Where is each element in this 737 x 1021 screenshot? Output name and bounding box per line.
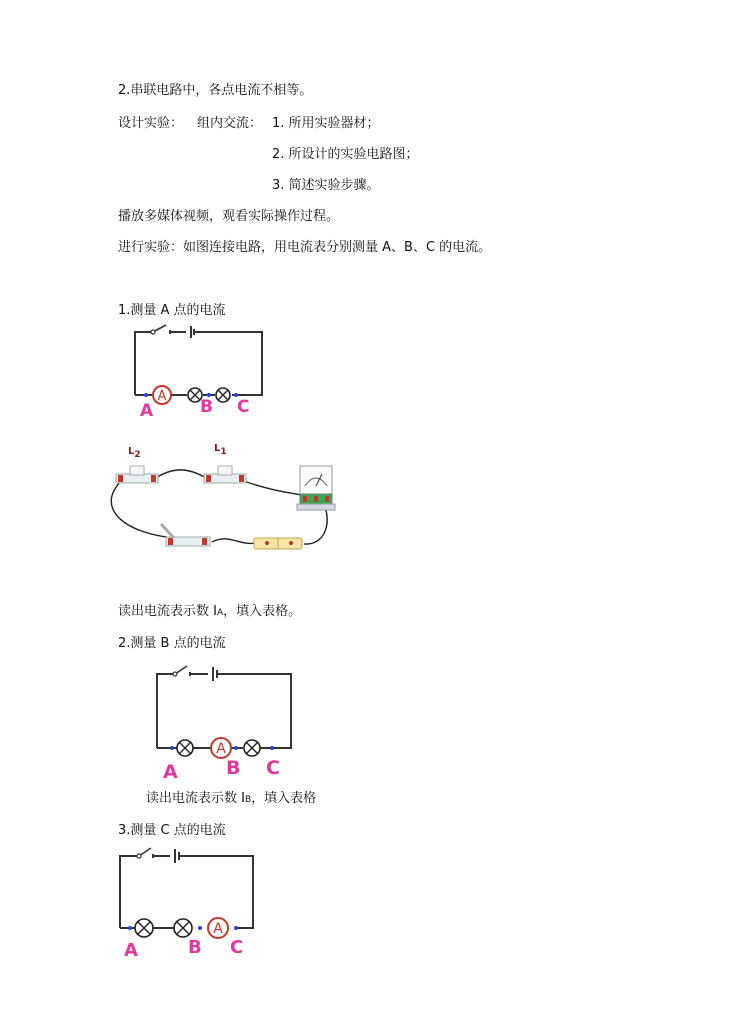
lamp-icon [135,919,153,937]
point-label-c: C [266,757,280,779]
point-label-a: A [124,940,138,961]
lamp-l1-icon [204,466,246,483]
circuit-diagram-c [112,846,262,962]
point-label-b: B [188,937,202,958]
lamp-icon [174,919,192,937]
node-a [170,746,174,750]
ammeter-device-icon [297,466,335,510]
switch-icon [161,524,210,546]
point-label-a: A [163,761,178,782]
design-item-1: 1. 所用实验器材； [272,116,380,131]
step2-title: 2.测量 B 点的电流 [118,636,226,651]
lamp-icon [177,740,193,756]
point-label-b: B [200,397,213,417]
design-label: 设计实验： [118,116,184,131]
ammeter-label: A [157,389,167,404]
procedure-line: 进行实验：如图连接电路，用电流表分别测量 A、B、C 的电流。 [118,240,492,255]
ammeter-label: A [216,741,226,757]
design-item-2: 2. 所设计的实验电路图； [272,147,419,162]
step3-title: 3.测量 C 点的电流 [118,823,226,838]
read-ia-line: 读出电流表示数 IA，填入表格。 [118,604,302,619]
circuit-diagram-a [126,320,271,420]
design-item-3: 3. 简述实验步骤。 [272,178,380,193]
lamp-l1-label: L1 [214,443,227,457]
lamp-l2-icon [116,466,158,483]
point-label-c: C [230,937,244,958]
section-heading: 2.串联电路中，各点电流不相等。 [118,83,313,98]
lamp-l2-label: L2 [128,446,141,460]
physical-circuit-illustration [104,438,344,558]
point-label-b: B [226,757,241,779]
point-label-c: C [237,397,250,417]
node-c [234,926,238,930]
node-a [128,926,132,930]
read-ib-line: 读出电流表示数 IB，填入表格 [146,791,317,806]
step1-title: 1.测量 A 点的电流 [118,303,226,318]
node-c [270,746,274,750]
ammeter-label: A [213,921,223,937]
battery-icon [254,538,302,549]
lamp-icon [216,388,230,402]
lamp-icon [244,740,260,756]
point-label-a: A [140,401,154,420]
circuit-diagram-b [150,662,300,782]
video-line: 播放多媒体视频，观看实际操作过程。 [118,209,340,224]
node-b [198,926,202,930]
node-b [234,746,238,750]
node-a [144,393,148,397]
group-label: 组内交流： [197,116,263,131]
